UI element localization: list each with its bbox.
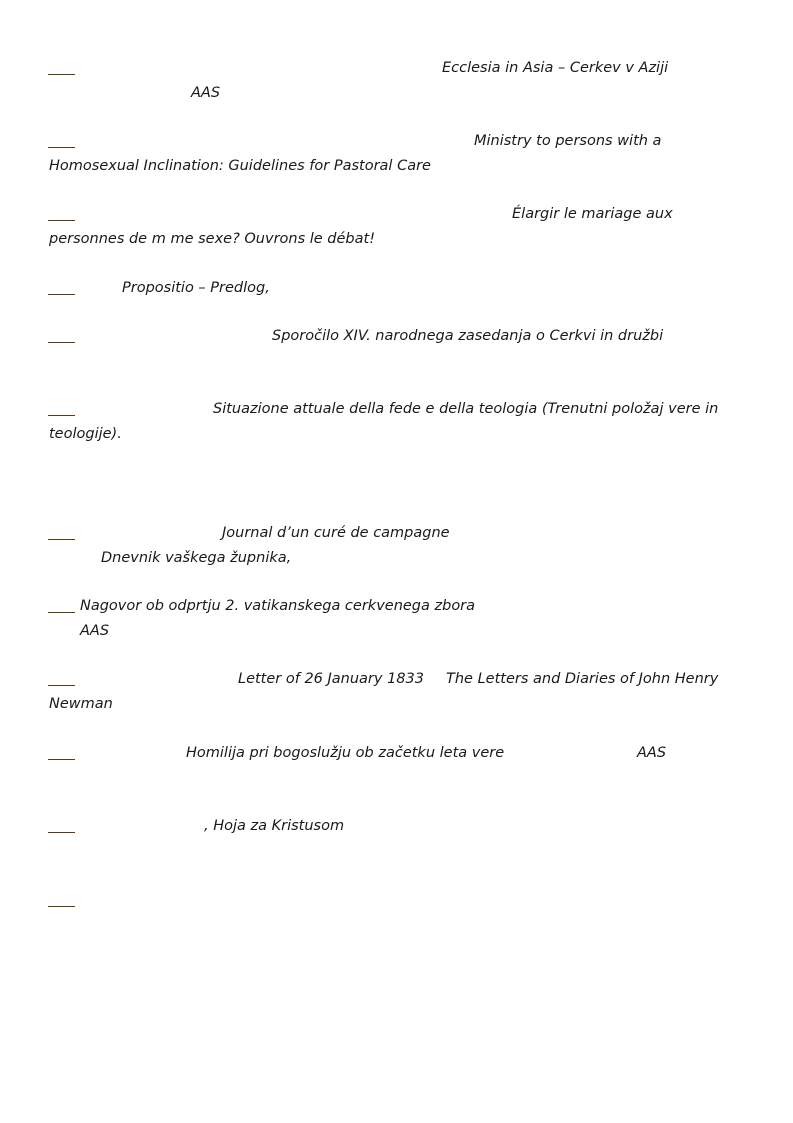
entry-source-cont: Newman [49,696,113,712]
entry-rule [48,294,75,295]
entry-title: Sporočilo XIV. narodnega zasedanja o Cerkvi in družbi [272,328,664,344]
entry-rule [48,415,75,416]
entry-source: AAS [191,85,221,101]
entry-rule [48,147,75,148]
entry-rule [48,612,75,613]
entry-title: Nagovor ob odprtju 2. vatikanskega cerkvenega zbora [80,598,476,614]
entry-title: Journal d’un curé de campagne [222,525,450,541]
entry-rule [48,74,75,75]
entry-rule [48,906,75,907]
entry-rule [48,685,75,686]
entry-translation: Dnevnik vaškega župnika, [101,550,292,566]
entry-title: Élargir le mariage aux [512,206,673,222]
entry-title-cont: Homosexual Inclination: Guidelines for Pastoral Care [49,158,431,174]
entry-source: The Letters and Diaries of John Henry [446,671,719,687]
entry-title: Letter of 26 January 1833 [238,671,424,687]
entry-rule [48,220,75,221]
entry-title: , Hoja za Kristusom [204,818,345,834]
entry-rule [48,342,75,343]
entry-title: Propositio – Predlog, [122,280,270,296]
entry-rule [48,759,75,760]
entry-title: Ecclesia in Asia – Cerkev v Aziji [442,60,669,76]
entry-source: AAS [637,745,667,761]
entry-title-cont: personnes de m me sexe? Ouvrons le débat! [49,231,376,247]
entry-title: Homilija pri bogoslužju ob začetku leta vere [186,745,505,761]
entry-title-cont: teologije). [49,426,122,442]
entry-title: Ministry to persons with a [474,133,662,149]
entry-source: AAS [80,623,110,639]
entry-rule [48,539,75,540]
entry-rule [48,832,75,833]
entry-title: Situazione attuale della fede e della teologia (Trenutni položaj vere in [213,401,719,417]
